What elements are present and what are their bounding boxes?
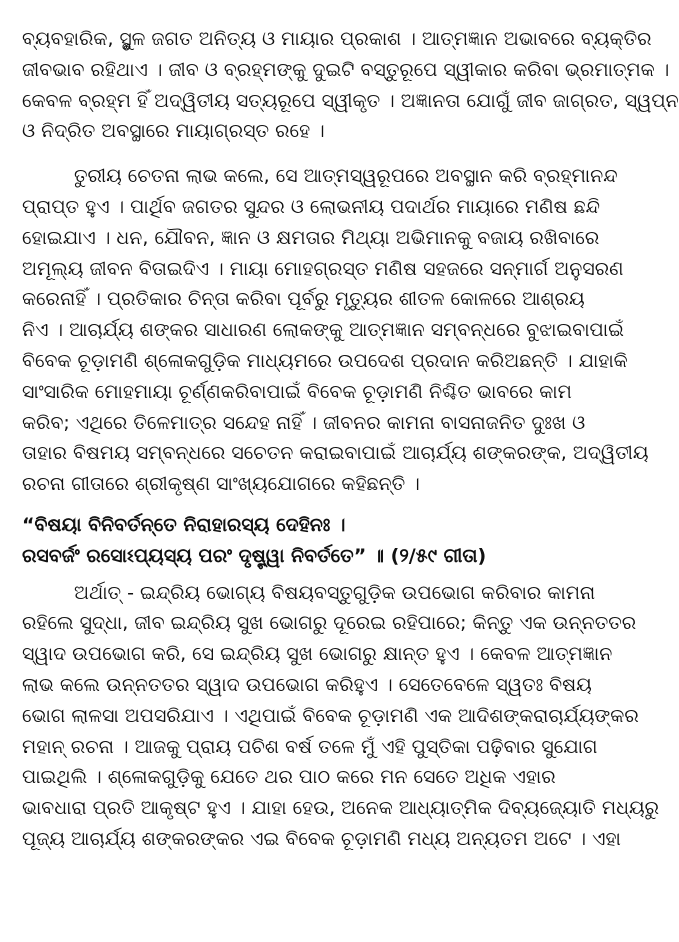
text-line: ବିବେକ ଚୂଡ଼ାମଣି ଶ୍ଳୋକଗୁଡ଼ିକ ମାଧ୍ୟମରେ ଉପଦେଶ ପ୍ରଦାନ କରିଅଛନ୍ତି । ଯାହାକି (22, 349, 628, 372)
text-line: ସାଂସାରିକ ମୋହମାୟା ଚୂର୍ଣ୍ଣକରିବାପାଇଁ ବିବେକ ଚୂଡ଼ାମଣି ନିଶ୍ଚିତ ଭାବରେ କାମ (22, 380, 572, 403)
text-line: ଓ ନିଦ୍ରିତ ଅବସ୍ଥାରେ ମାୟାଗ୍ରସ୍ତ ରହେ । (22, 120, 325, 143)
text-line: ମହାନ୍ ରଚନା । ଆଜକୁ ପ୍ରାୟ ପଚିଶ ବର୍ଷ ତଳେ ମୁଁ ଏହି ପୁସ୍ତିକା ପଢ଼ିବାର ସୁଯୋଗ (22, 735, 598, 758)
text-line: ଭୋଗ ଲାଳସା ଅପସରିଯାଏ । ଏଥିପାଇଁ ବିବେକ ଚୂଡ଼ାମଣି ଏକ ଆଦିଶଙ୍କରାଚାର୍ଯ୍ୟଙ୍କର (22, 704, 639, 727)
text-line: କରେନାହିଁ । ପ୍ରତିକାର ଚିନ୍ତା କରିବା ପୂର୍ବରୁ ମୃତ୍ୟୁର ଶୀତଳ କୋଳରେ ଆଶ୍ରୟ (22, 288, 585, 311)
text-line: ଅମୂଲ୍ୟ ଜୀବନ ବିତାଇଦିଏ । ମାୟା ମୋହଗ୍ରସ୍ତ ମଣିଷ ସହଜରେ ସନ୍ମାର୍ଗ ଅନୁସରଣ (22, 257, 624, 280)
paragraph-2 (22, 161, 649, 500)
verse-quote (22, 510, 582, 572)
text-line: ପୂଜ୍ୟ ଆଚାର୍ଯ୍ୟ ଶଙ୍କରଙ୍କର ଏଇ ବିବେକ ଚୂଡ଼ାମଣି ମଧ୍ୟ ଅନ୍ୟତମ ଅଟେ । ଏହା (22, 827, 621, 850)
text-line: ନିଏ । ଆଚାର୍ଯ୍ୟ ଶଙ୍କର ସାଧାରଣ ଲୋକଙ୍କୁ ଆତ୍ମଜ୍ଞାନ ସମ୍ବନ୍ଧରେ ବୁଝାଇବାପାଇଁ (22, 319, 624, 342)
text-line: ରହିଲେ ସୁଦ୍ଧା, ଜୀବ ଇନ୍ଦ୍ରିୟ ସୁଖ ଭୋଗରୁ ଦୂରେଇ ରହିପାରେ; କିନ୍ତୁ ଏକ ଉନ୍ନତତର (22, 612, 637, 635)
text-line: ଜୀବଭାବ ରହିଥାଏ । ଜୀବ ଓ ବ୍ରହ୍ମଙ୍କୁ ଦୁଇଟି ବସ୍ତୁରୂପେ ସ୍ୱୀକାର କରିବା ଭ୍ରମାତ୍ମକ । (22, 58, 670, 81)
text-line: ଲାଭ କଲେ ଉନ୍ନତତର ସ୍ୱାଦ ଉପଭୋଗ କରିହୁଏ । ସେତେବେଳେ ସ୍ୱତଃ ବିଷୟ (22, 673, 592, 696)
text-line: ହୋଇଯାଏ । ଧନ, ଯୌବନ, ଜ୍ଞାନ ଓ କ୍ଷମତାର ମିଥ୍ୟା ଅଭିମାନକୁ ବଜାୟ ରଖିବାରେ (22, 226, 600, 249)
verse-line: ରସବର୍ଜଂ ରସୋଽପ୍ୟସ୍ୟ ପରଂ ଦୃଷ୍ଟ୍ୱା ନିବର୍ତତେ” ॥ (୨/୫୯ ଗୀତା) (22, 544, 487, 567)
text-line: ପାଇଥିଲି । ଶ୍ଳୋକଗୁଡ଼ିକୁ ଯେତେ ଥର ପାଠ କରେ ମନ ସେତେ ଅଧିକ ଏହାର (22, 766, 556, 789)
paragraph-1 (22, 24, 679, 147)
text-line: ପ୍ରାପ୍ତ ହୁଏ । ପାର୍ଥିବ ଜଗତର ସୁନ୍ଦର ଓ ଲୋଭନୀୟ ପଦାର୍ଥର ମାୟାରେ ମଣିଷ ଛନ୍ଦି (22, 195, 601, 218)
text-line: ରଚନା ଗୀତାରେ ଶ୍ରୀକୃଷ୍ଣ ସାଂଖ୍ୟଯୋଗରେ କହିଛନ୍ତି । (22, 473, 420, 496)
text-line: କେବଳ ବ୍ରହ୍ମ ହିଁ ଅଦ୍ୱିତୀୟ ସତ୍ୟରୂପେ ସ୍ୱୀକୃତ । ଅଜ୍ଞାନତା ଯୋଗୁଁ ଜୀବ ଜାଗ୍ରତ, ସ୍ୱପ୍ନ (22, 89, 679, 112)
text-line: ଭାବଧାରା ପ୍ରତି ଆକୃଷ୍ଟ ହୁଏ । ଯାହା ହେଉ, ଅନେକ ଆଧ୍ୟାତ୍ମିକ ଦିବ୍ୟଜ୍ୟୋତି ମଧ୍ୟରୁ (22, 797, 660, 820)
text-line: ତୁରୀୟ ଚେତନା ଲାଭ କଲେ, ସେ ଆତ୍ମସ୍ୱରୂପରେ ଅବସ୍ଥାନ କରି ବ୍ରହ୍ମାନନ୍ଦ (74, 165, 618, 188)
text-line: ଅର୍ଥାତ୍ - ଇନ୍ଦ୍ରିୟ ଭୋଗ୍ୟ ବିଷୟବସ୍ତୁଗୁଡ଼ିକ ଉପଭୋଗ କରିବାର କାମନା (74, 581, 596, 604)
text-line: ତାହାର ବିଷମୟ ସମ୍ବନ୍ଧରେ ସଚେତନ କରାଇବାପାଇଁ ଆଚାର୍ଯ୍ୟ ଶଙ୍କରଙ୍କ, ଅଦ୍ୱିତୀୟ (22, 442, 649, 465)
text-line: କରିବ; ଏଥିରେ ତିଳେମାତ୍ର ସନ୍ଦେହ ନାହିଁ । ଜୀବନର କାମନା ବାସନାଜନିତ ଦୁଃଖ ଓ (22, 411, 586, 434)
verse-line: “ବିଷୟା ବିନିବର୍ତନ୍ତେ ନିରାହାରସ୍ୟ ଦେହିନଃ । (22, 513, 346, 536)
paragraph-3 (22, 578, 660, 855)
text-line: ବ୍ୟବହାରିକ, ସ୍ଥୁଳ ଜଗତ ଅନିତ୍ୟ ଓ ମାୟାର ପ୍ରକାଶ । ଆତ୍ମଜ୍ଞାନ ଅଭାବରେ ବ୍ୟକ୍ତିର (22, 28, 652, 50)
text-line: ସ୍ୱାଦ ଉପଭୋଗ କରି, ସେ ଇନ୍ଦ୍ରିୟ ସୁଖ ଭୋଗରୁ କ୍ଷାନ୍ତ ହୁଏ । କେବଳ ଆତ୍ମଜ୍ଞାନ (22, 643, 613, 666)
